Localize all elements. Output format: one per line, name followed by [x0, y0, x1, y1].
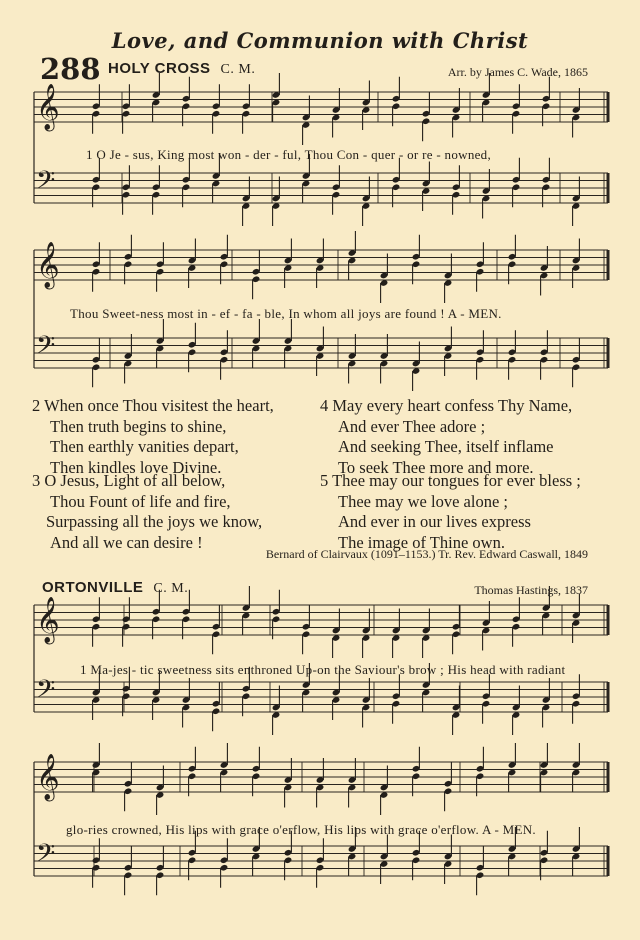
lyric-line: 1 Ma-jes - tic sweetness sits enthroned Up-on the Saviour's brow ; His head with radiant	[80, 662, 566, 677]
bass-clef: 𝄢	[36, 166, 56, 201]
verse-line: Thou Fount of life and fire,	[50, 491, 231, 511]
bass-clef: 𝄢	[36, 675, 56, 710]
composer-credit: Arr. by James C. Wade, 1865	[447, 65, 588, 79]
verse-line: And seeking Thee, itself inflame	[338, 437, 554, 456]
tune-name-ortonville	[42, 579, 188, 597]
section-title: Love, and Communion with Christ	[111, 28, 529, 53]
verse-line: 4 May every heart confess Thy Name,	[320, 396, 573, 415]
bass-clef: 𝄢	[36, 839, 56, 874]
verse-line: The image of Thine own.	[338, 532, 505, 552]
verse-line: 5 Thee may our tongues for ever bless ;	[320, 471, 581, 490]
verse-line: Thee may we love alone ;	[338, 491, 508, 511]
verse-line: Surpassing all the joys we know,	[46, 512, 263, 531]
verse-line: Then kindles love Divine.	[50, 457, 222, 477]
verse-4	[320, 396, 572, 478]
text-attribution: Bernard of Clairvaux (1091–1153.) Tr. Rev. Edward Caswall, 1849	[265, 547, 588, 561]
lyric-line: glo-ries crowned, His lips with grace o'erflow, His lips with grace o'erflow. A - MEN.	[66, 822, 536, 837]
verse-3	[32, 471, 262, 553]
verse-line: And ever Thee adore ;	[338, 416, 486, 436]
treble-clef: 𝄞	[36, 597, 60, 643]
verse-line: 3 O Jesus, Light of all below,	[32, 471, 226, 490]
verse-line: Then truth begins to shine,	[50, 416, 227, 436]
lyric-line: Thou Sweet-ness most in - ef - fa - ble, In whom all joys are found ! A - MEN.	[70, 306, 502, 321]
verse-line: To seek Thee more and more.	[338, 457, 534, 477]
verse-5	[320, 471, 581, 553]
verse-line: 2 When once Thou visitest the heart,	[32, 396, 274, 415]
meter: C. M.	[220, 62, 256, 77]
meter: C. M.	[153, 581, 189, 596]
hymn-number: 288	[40, 52, 101, 86]
verse-line: Then earthly vanities depart,	[50, 437, 239, 456]
tune-title: HOLY CROSS	[108, 60, 211, 77]
verse-line: And ever in our lives express	[338, 512, 531, 531]
verse-line: And all we can desire !	[50, 532, 203, 552]
tune-title: ORTONVILLE	[42, 579, 144, 596]
composer-credit: Thomas Hastings, 1837	[474, 583, 588, 597]
treble-clef: 𝄞	[36, 754, 60, 800]
lyric-line: 1 O Je - sus, King most won - der - ful, Thou Con - quer - or re - nowned,	[86, 147, 492, 162]
treble-clef: 𝄞	[36, 84, 60, 130]
verse-2	[32, 396, 274, 478]
treble-clef: 𝄞	[36, 242, 60, 288]
bass-clef: 𝄢	[36, 331, 56, 366]
